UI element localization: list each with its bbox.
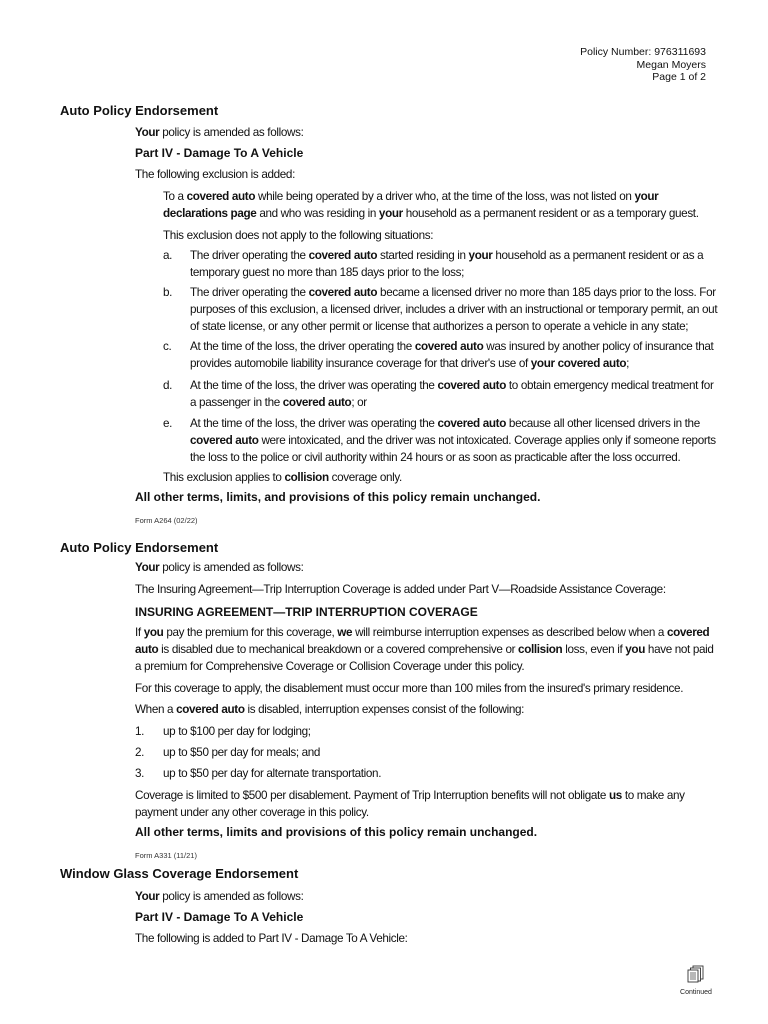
intro: Your policy is amended as follows: xyxy=(135,890,304,903)
list-item-b-line3: of state license, or any other permit or license that authorizes a person to operate a vehicle in any state; xyxy=(190,320,689,333)
not-apply: This exclusion does not apply to the following situations: xyxy=(163,229,434,242)
page-header xyxy=(580,46,706,84)
list-item-b-line1: The driver operating the covered auto became a licensed driver no more than 185 days prior to the loss. For xyxy=(190,286,716,299)
part-heading: Part IV - Damage To A Vehicle xyxy=(135,910,304,924)
exclusion-text-line2: declarations page and who was residing in your household as a permanent resident or as a temporary guest. xyxy=(163,207,699,220)
list-item-e-line2: covered auto were intoxicated, and the driver was not intoxicated. Coverage applies only if someone reports xyxy=(190,434,716,447)
list-item-c-line2: provides automobile liability insurance coverage for that driver's use of your covered auto; xyxy=(190,357,630,370)
part-heading: Part IV - Damage To A Vehicle xyxy=(135,146,304,160)
list-item: up to $50 per day for alternate transportation. xyxy=(163,767,382,780)
insured-name: Megan Moyers xyxy=(636,58,706,71)
intro: Your policy is amended as follows: xyxy=(135,126,304,139)
insuring-agreement-heading: INSURING AGREEMENT—TRIP INTERRUPTION COVERAGE xyxy=(135,605,478,619)
collision-only: This exclusion applies to collision coverage only. xyxy=(163,471,402,484)
list-item-a-line2: temporary guest no more than 185 days prior to the loss; xyxy=(190,266,465,279)
form-number: Form A264 (02/22) xyxy=(135,516,198,525)
coverage-text-line3: a premium for Comprehensive Coverage or Collision Coverage under this policy. xyxy=(135,660,525,673)
list-item-c-line1: At the time of the loss, the driver operating the covered auto was insured by another policy of insurance that xyxy=(190,340,714,353)
coverage-limit-line2: payment under any other coverage in this policy. xyxy=(135,806,369,819)
list-item-a-line1: The driver operating the covered auto started residing in your household as a permanent resident or as a xyxy=(190,249,704,262)
continued-marker xyxy=(676,965,716,996)
list-number: 3. xyxy=(135,767,145,780)
coverage-limit-line1: Coverage is limited to $500 per disablement. Payment of Trip Interruption benefits will not obligate us to make any xyxy=(135,789,685,802)
list-item-c: c. xyxy=(163,340,172,353)
list-item: up to $50 per day for meals; and xyxy=(163,746,321,759)
list-item: up to $100 per day for lodging; xyxy=(163,725,311,738)
section-title: Auto Policy Endorsement xyxy=(60,540,219,555)
coverage-text-line1: If you pay the premium for this coverage, we will reimburse interruption expenses as described below when a covered xyxy=(135,626,710,639)
list-item-e-line3: the loss to the police or civil authority within 24 hours or as soon as practicable after the loss occurred. xyxy=(190,451,681,464)
expenses-intro: When a covered auto is disabled, interruption expenses consist of the following: xyxy=(135,703,525,716)
closing-statement: All other terms, limits and provisions of this policy remain unchanged. xyxy=(135,825,538,839)
section-title: Window Glass Coverage Endorsement xyxy=(60,866,299,881)
list-item-d-line1: At the time of the loss, the driver was operating the covered auto to obtain emergency medical treatment for xyxy=(190,379,714,392)
continued-label: Continued xyxy=(680,989,712,996)
list-item-b: b. xyxy=(163,286,173,299)
exclusion-added: The following exclusion is added: xyxy=(135,168,295,181)
section-title: Auto Policy Endorsement xyxy=(60,103,219,118)
list-item-e: e. xyxy=(163,417,173,430)
list-item-a: a. xyxy=(163,249,173,262)
intro: Your policy is amended as follows: xyxy=(135,561,304,574)
exclusion-text-line1: To a covered auto while being operated by a driver who, at the time of the loss, was not listed on your xyxy=(163,190,659,203)
document-stack-icon xyxy=(687,970,705,987)
list-number: 2. xyxy=(135,746,145,759)
form-number: Form A331 (11/21) xyxy=(135,851,197,860)
list-item-d-line2: a passenger in the covered auto; or xyxy=(190,396,367,409)
disablement-condition: For this coverage to apply, the disablement must occur more than 100 miles from the insured's primary residence. xyxy=(135,682,684,695)
list-number: 1. xyxy=(135,725,145,738)
list-item-b-line2: purposes of this exclusion, a licensed driver, includes a driver with an instructional or temporary permit, an out xyxy=(190,303,718,316)
list-item-e-line1: At the time of the loss, the driver was operating the covered auto because all other licensed drivers in the xyxy=(190,417,700,430)
list-item-d: d. xyxy=(163,379,173,392)
page-number: Page 1 of 2 xyxy=(652,71,706,83)
coverage-added: The Insuring Agreement—Trip Interruption Coverage is added under Part V—Roadside Assistance Coverage: xyxy=(135,583,666,596)
policy-number: Policy Number: 976311693 xyxy=(580,46,706,58)
coverage-text-line2: auto is disabled due to mechanical breakdown or a covered comprehensive or collision loss, even if you have not paid xyxy=(135,643,714,656)
closing-statement: All other terms, limits, and provisions of this policy remain unchanged. xyxy=(135,490,541,504)
added-text: The following is added to Part IV - Damage To A Vehicle: xyxy=(135,932,408,945)
